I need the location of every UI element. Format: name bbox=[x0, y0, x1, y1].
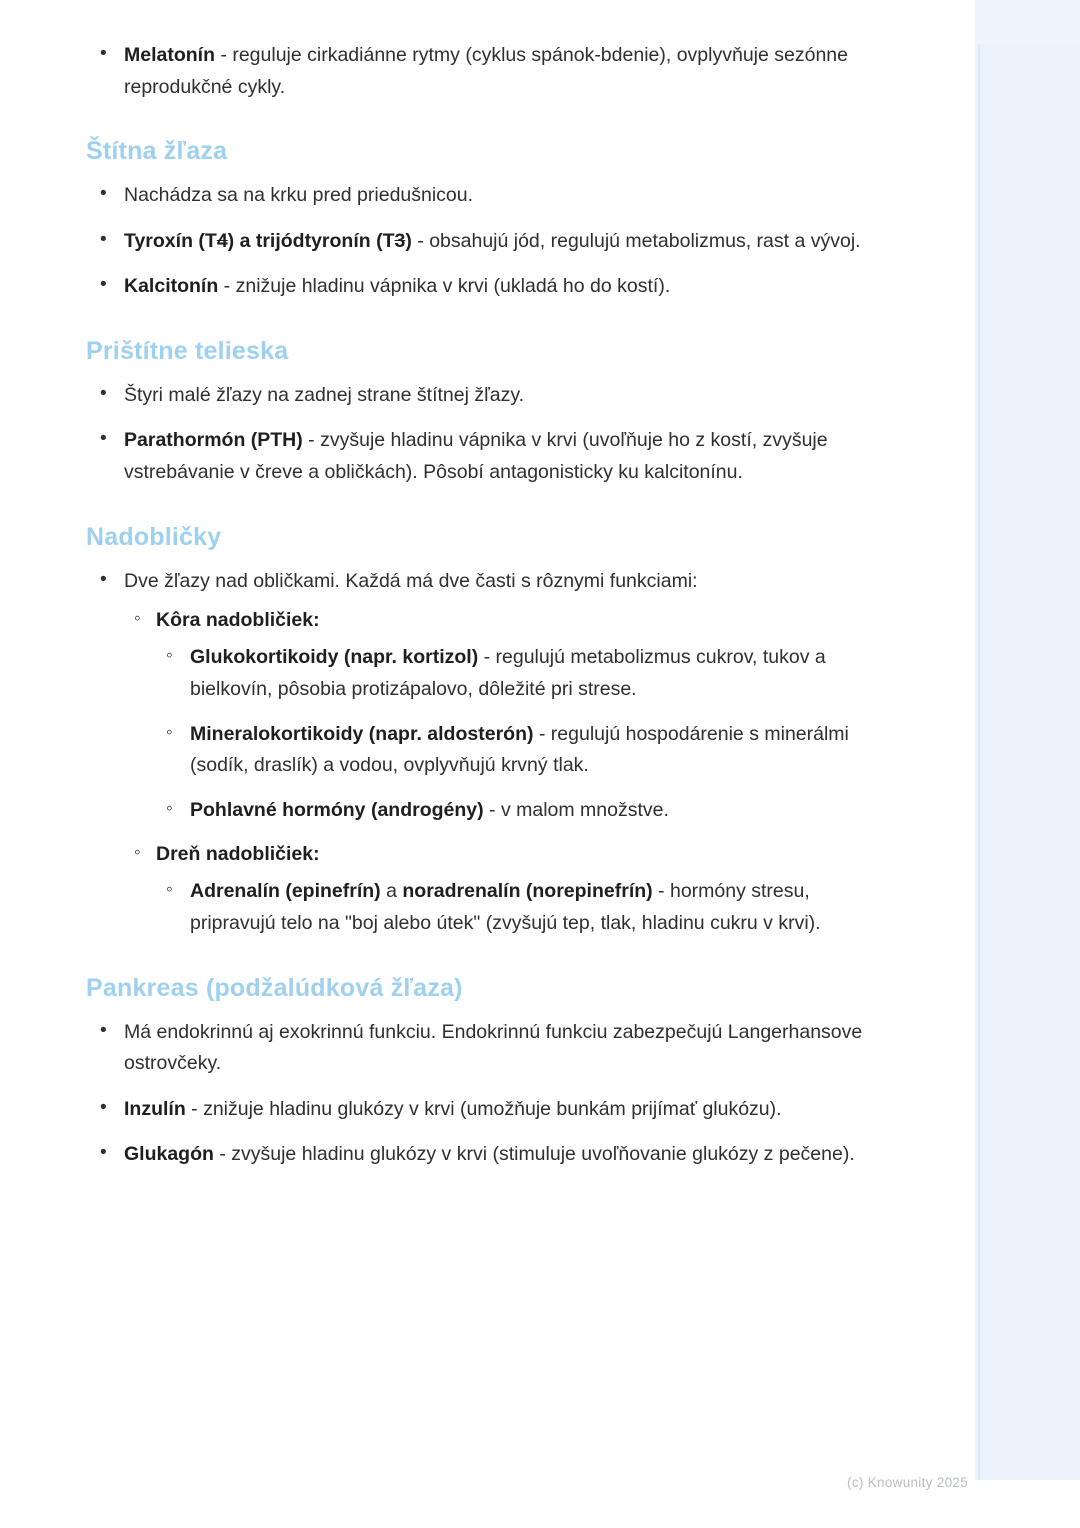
term-parathormon: Parathormón (PTH) bbox=[124, 429, 303, 452]
term-glukokortikoidy: Glukokortikoidy (napr. kortizol) bbox=[190, 646, 479, 669]
term-glukagon: Glukagón bbox=[124, 1143, 214, 1166]
list-item-text: Dve žľazy nad obličkami. Každá má dve časti s rôznymi funkciami: bbox=[124, 569, 698, 592]
list-item bbox=[156, 876, 876, 939]
section-list-pankreas bbox=[86, 1017, 876, 1171]
list-item-text: - regulujú metabolizmus cukrov, tukov a bielkovín, pôsobia protizápalovo, dôležité pri strese. bbox=[190, 646, 826, 700]
list-item bbox=[156, 795, 876, 827]
list-item-text: - zvyšuje hladinu glukózy v krvi (stimuluje uvoľňovanie glukózy z pečene). bbox=[213, 1143, 855, 1166]
list-item bbox=[86, 226, 876, 258]
list-item-text: - zvyšuje hladinu vápnika v krvi (uvoľňuje ho z kostí, zvyšuje vstrebávanie v čreve a obličkách). Pôsobí antagonisticky ku kalcitonínu. bbox=[124, 429, 828, 484]
conjunction: a bbox=[380, 880, 403, 903]
list-item-text: Nachádza sa na krku pred priedušnicou. bbox=[124, 184, 474, 207]
list-item-text: - regulujú hospodárenie s minerálmi (sodík, draslík) a vodou, ovplyvňujú krvný tlak. bbox=[190, 722, 849, 777]
list-item-text: - v malom množstve. bbox=[483, 798, 669, 821]
list-item bbox=[86, 566, 876, 940]
section-list-pristitne-telieska bbox=[86, 380, 876, 489]
list-item bbox=[86, 180, 876, 212]
term-kalcitonin: Kalcitonín bbox=[124, 275, 219, 298]
section-heading-pankreas: Pankreas (podžalúdková žľaza) bbox=[86, 973, 463, 1002]
term-noradrenalin: noradrenalín (norepinefrín) bbox=[402, 880, 653, 903]
term-melatonin-text: - reguluje cirkadiánne rytmy (cyklus spánok-bdenie), ovplyvňuje sezónne reprodukčné cykly. bbox=[124, 44, 848, 98]
list-item-text: - znižuje hladinu glukózy v krvi (umožňuje bunkám prijímať glukózu). bbox=[185, 1097, 782, 1120]
subgroup-items-kora bbox=[156, 642, 876, 826]
list-item bbox=[86, 1017, 876, 1080]
term-pohlavne-hormony: Pohlavné hormóny (androgény) bbox=[190, 798, 484, 821]
document-content bbox=[86, 40, 876, 1185]
list-item bbox=[86, 380, 876, 412]
list-item bbox=[86, 40, 876, 103]
list-item-text: - hormóny stresu, pripravujú telo na "boj alebo útek" (zvyšujú tep, tlak, hladinu cukru v krvi). bbox=[190, 880, 821, 935]
section-list-stitna-zlaza bbox=[86, 180, 876, 303]
list-item bbox=[124, 605, 876, 826]
list-item bbox=[156, 642, 876, 705]
section-heading-nadoblicky: Nadobličky bbox=[86, 522, 222, 551]
copyright-footer: (c) Knowunity 2025 bbox=[847, 1475, 968, 1490]
list-item bbox=[86, 1094, 876, 1126]
page-margin-strip bbox=[975, 0, 1080, 1480]
list-item-text: Štyri malé žľazy na zadnej strane štítnej žľazy. bbox=[124, 383, 525, 406]
subgroup-list bbox=[124, 605, 876, 939]
list-item-text: - obsahujú jód, regulujú metabolizmus, rast a vývoj. bbox=[411, 229, 861, 252]
list-item-text: - znižuje hladinu vápnika v krvi (ukladá ho do kostí). bbox=[218, 275, 671, 298]
term-mineralokortikoidy: Mineralokortikoidy (napr. aldosterón) bbox=[190, 722, 534, 745]
list-item bbox=[124, 839, 876, 939]
subgroup-items-dren bbox=[156, 876, 876, 939]
list-item bbox=[86, 271, 876, 303]
section-list-nadoblicky bbox=[86, 566, 876, 940]
term-tyroxin: Tyroxín (T4) a trijódtyronín (T3) bbox=[124, 229, 412, 252]
page-margin-strip-inner bbox=[978, 44, 1080, 1480]
subgroup-title-kora: Kôra nadobličiek: bbox=[156, 609, 320, 632]
intro-list bbox=[86, 40, 876, 103]
subgroup-title-dren: Dreň nadobličiek: bbox=[156, 843, 320, 866]
list-item bbox=[86, 1139, 876, 1171]
list-item-text: Má endokrinnú aj exokrinnú funkciu. Endokrinnú funkciu zabezpečujú Langerhansove ostrovčeky. bbox=[124, 1020, 863, 1075]
term-adrenalin: Adrenalín (epinefrín) bbox=[190, 880, 381, 903]
section-heading-stitna-zlaza: Štítna žľaza bbox=[86, 137, 228, 166]
section-heading-pristitne-telieska: Prištítne telieska bbox=[86, 336, 289, 365]
list-item bbox=[86, 425, 876, 488]
list-item bbox=[156, 719, 876, 782]
term-melatonin: Melatonín bbox=[124, 44, 215, 66]
term-inzulin: Inzulín bbox=[124, 1097, 186, 1120]
